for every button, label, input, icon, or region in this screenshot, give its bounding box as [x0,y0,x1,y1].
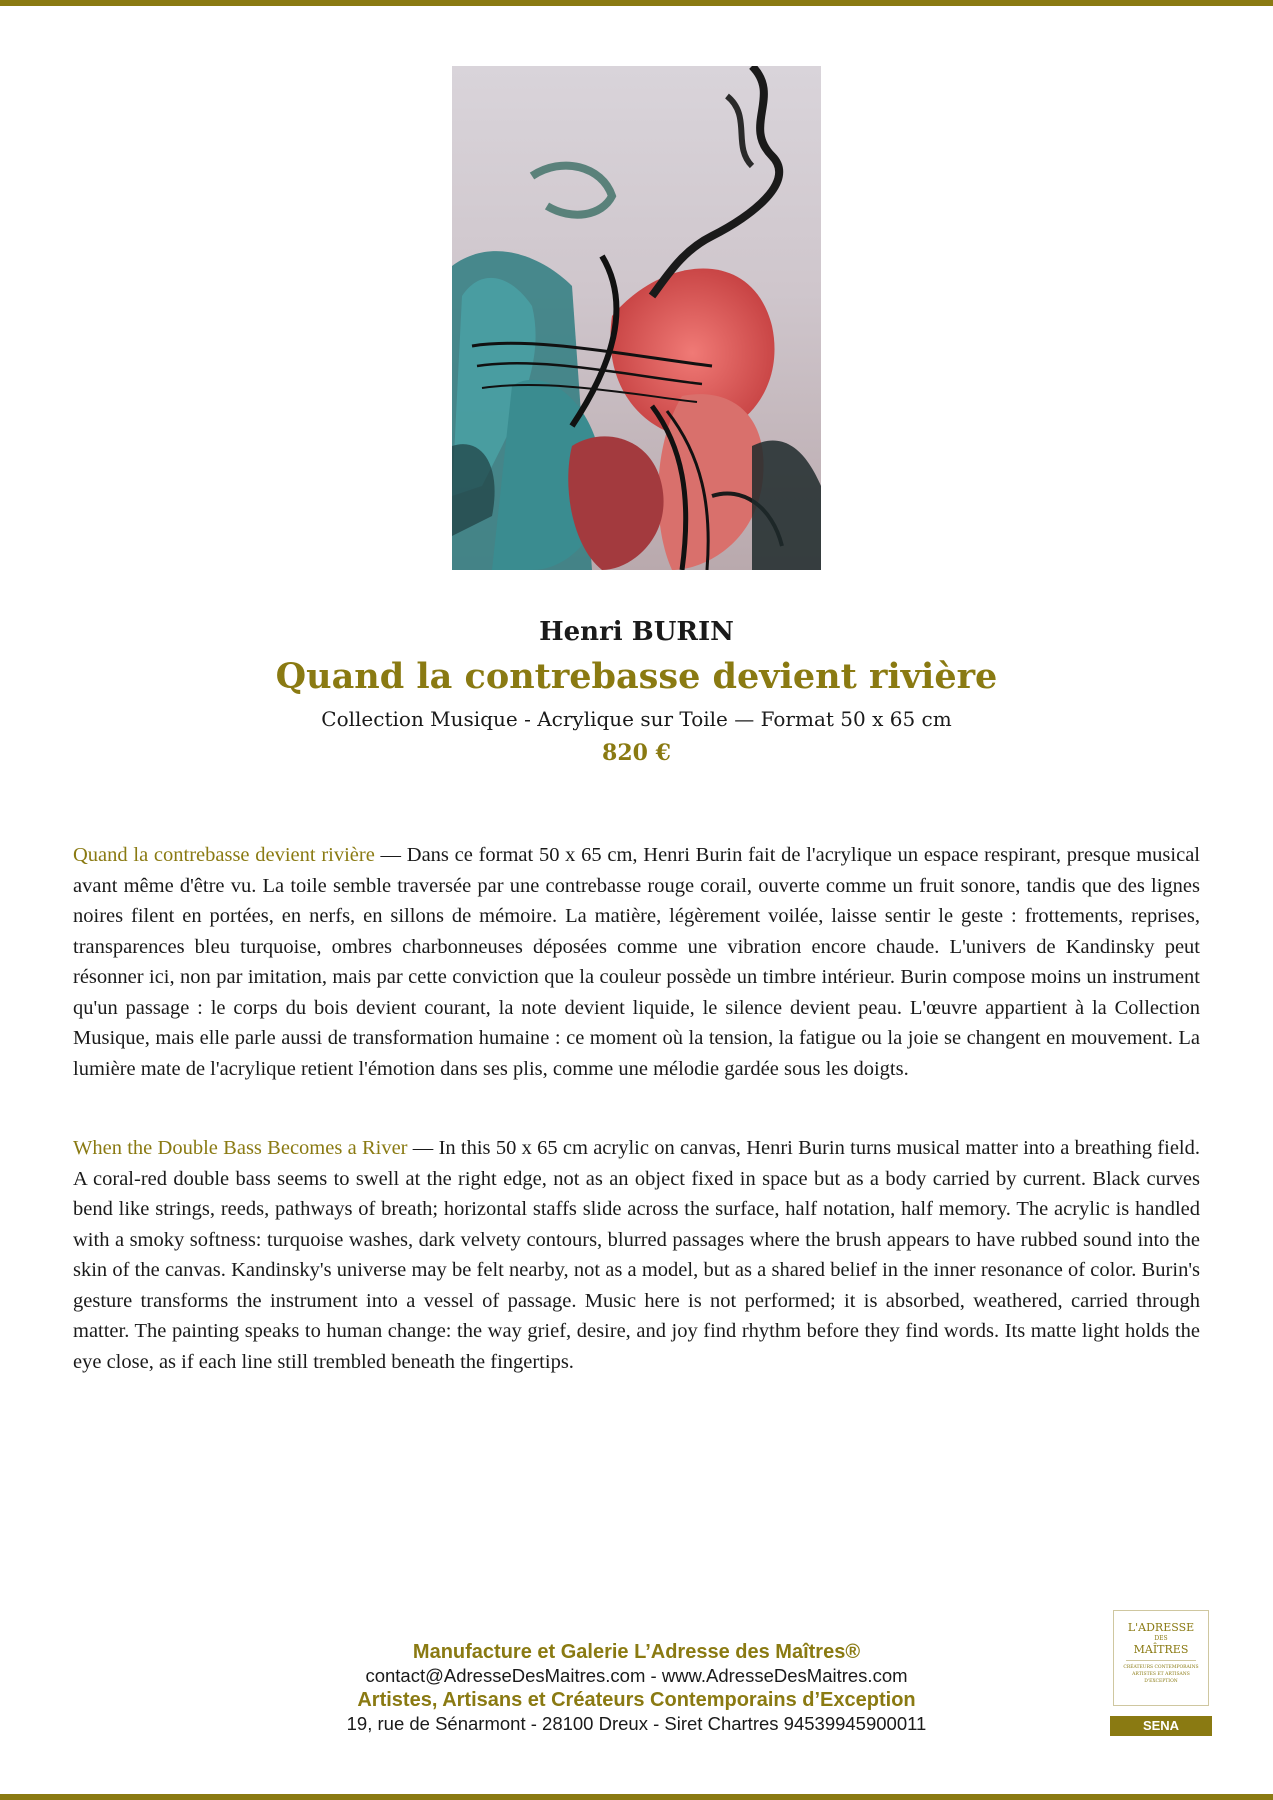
logo-small-text: CRÉATEURS CONTEMPORAINS ARTISTES ET ARTISANS D'EXCEPTION [1123,1665,1199,1684]
gallery-footer [0,1640,1273,1736]
footer-gallery-name: Manufacture et Galerie L’Adresse des Maîtres® [412,1641,861,1663]
artwork-price: 820 € [602,740,671,766]
bottom-border-rule [0,1794,1273,1800]
artist-name: Henri BURIN [539,617,734,647]
artwork-collection-format: Collection Musique - Acrylique sur Toile — Format 50 x 65 cm [321,707,952,731]
artwork-header [0,612,1273,770]
sena-badge: SENA [1110,1716,1212,1736]
description-french-lead: Quand la contrebasse devient rivière [73,844,375,866]
logo-text-line2: DES [1154,1635,1168,1642]
abstract-painting-illustration [452,66,821,570]
top-border-rule [0,0,1273,6]
logo-text-line3: MAÎTRES [1133,1643,1189,1656]
description-french-body: — Dans ce format 50 x 65 cm, Henri Burin fait de l'acrylique un espace respirant, presque musical avant même d'être vu. La toile semble traversée par une contrebasse rouge corail, ouverte comme un fruit sonore, tandis que des lignes noires filent en portées, en nerfs, en sillons de mémoire. La matière, légèrement voilée, laisse sentir le geste : frottements, reprises, transparences bleu turquoise, ombres charbonneuses déposées comme une vibration encore chaude. L'univers de Kandinsky peut résonner ici, non par imitation, mais par cette conviction que la couleur possède un timbre intérieur. Burin compose moins un instrument qu'un passage : le corps du bois devient courant, la note devient liquide, le silence devient peau. L'œuvre appartient à la Collection Musique, mais elle parle aussi de transformation humaine : ce moment où la tension, la fatigue ou la joie se changent en mouvement. La lumière mate de l'acrylique retient l'émotion dans ses plis, comme une mélodie gardée sous les doigts. [73,844,1200,1080]
footer-address: 19, rue de Sénarmont - 28100 Dreux - Siret Chartres 94539945900011 [346,1713,927,1734]
description-english-lead: When the Double Bass Becomes a River [73,1137,408,1159]
footer-contact: contact@AdresseDesMaitres.com - www.AdresseDesMaitres.com [365,1665,908,1686]
description-english-body: — In this 50 x 65 cm acrylic on canvas, Henri Burin turns musical matter into a breathing field. A coral-red double bass seems to swell at the right edge, not as an object fixed in space but as a body carried by current. Black curves bend like strings, reeds, pathways of breath; horizontal staffs slide across the surface, half notation, half memory. The acrylic is handled with a smoky softness: turquoise washes, dark velvety contours, blurred passages where the brush appears to have rubbed sound into the skin of the canvas. Kandinsky's universe may be felt nearby, not as a model, but as a shared belief in the inner resonance of color. Burin's gesture transforms the instrument into a vessel of passage. Music here is not performed; it is absorbed, weathered, carried through matter. The painting speaks to human change: the way grief, desire, and joy find rhythm before they find words. Its matte light holds the eye close, as if each line still trembled beneath the fingertips. [73,1137,1200,1373]
logo-divider [1126,1660,1196,1661]
description-french [73,840,1200,1084]
logo-text-line1: L'ADRESSE [1127,1621,1195,1634]
footer-tagline: Artistes, Artisans et Créateurs Contemporains d’Exception [357,1689,916,1711]
artwork-painting-image [452,66,821,570]
description-english [73,1133,1200,1377]
gallery-logo [1113,1610,1209,1706]
artwork-title: Quand la contrebasse devient rivière [275,656,998,697]
